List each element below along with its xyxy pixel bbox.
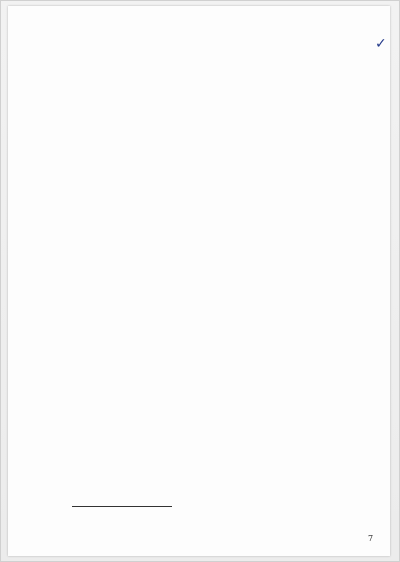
footnote-separator (72, 506, 172, 507)
document-page (8, 6, 390, 556)
page-number: 7 (368, 534, 374, 543)
checkmark-annotation: ✓ (375, 36, 387, 52)
